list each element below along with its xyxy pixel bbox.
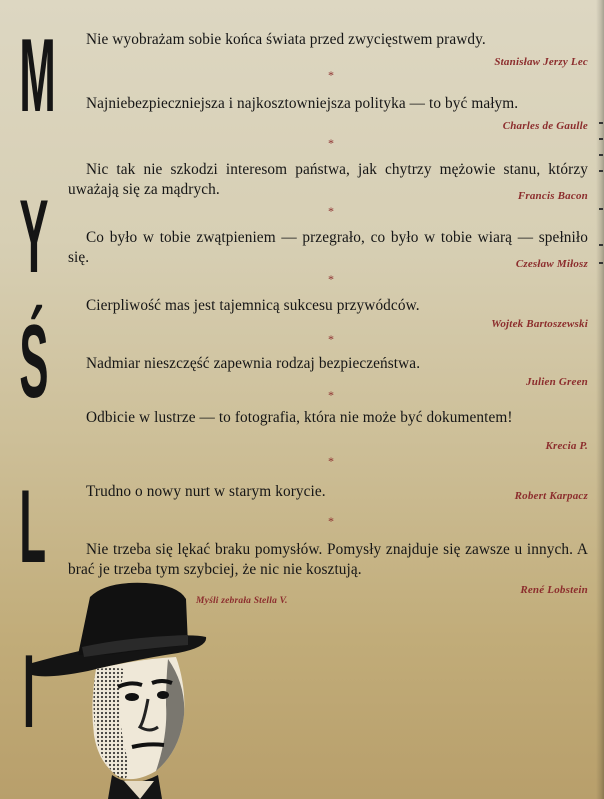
quote-text: Co było w tobie zwątpieniem — przegrało, co było w tobie wiarą — spełniło się. [68, 229, 588, 266]
credit-line: Myśli zebrała Stella V. [196, 596, 288, 606]
quote-author: Krecia P. [545, 440, 588, 452]
quote-block [68, 482, 588, 502]
edge-mark [599, 244, 603, 246]
edge-mark [599, 138, 603, 140]
quote-author: Julien Green [526, 376, 588, 388]
quote-block [68, 160, 588, 200]
separator-star: * [328, 272, 334, 286]
quote-block [68, 30, 588, 68]
right-edge-strip [596, 0, 604, 799]
quote-text: Cierpliwość mas jest tajemnicą sukcesu przywódców. [86, 297, 420, 314]
quote-block [68, 94, 588, 132]
title-letter-l: L [19, 469, 47, 585]
quote-block [68, 354, 588, 388]
edge-mark [599, 154, 603, 156]
edge-mark [599, 262, 603, 264]
quote-text: Nie wyobrażam sobie końca świata przed zwycięstwem prawdy. [86, 31, 486, 48]
title-letter-s-acute: Ś [19, 304, 49, 420]
quote-author: Francis Bacon [517, 190, 588, 202]
edge-mark [599, 208, 603, 210]
separator-star: * [328, 514, 334, 528]
quote-block [68, 228, 588, 268]
title-letter-y: Y [19, 179, 49, 295]
edge-mark [599, 170, 603, 172]
separator-star: * [328, 204, 334, 218]
quote-author: Charles de Gaulle [502, 120, 588, 132]
quote-text: Trudno o nowy nurt w starym korycie. [86, 483, 326, 500]
separator-star: * [328, 454, 334, 468]
quote-text: Najniebezpieczniejsza i najkosztowniejsza polityka — to być małym. [86, 95, 519, 112]
quote-author: Stanisław Jerzy Lec [494, 56, 588, 68]
quote-author: René Lobstein [520, 584, 588, 596]
quote-text: Nadmiar nieszczęść zapewnia rodzaj bezpieczeństwa. [86, 355, 421, 372]
quote-author: Czesław Miłosz [515, 258, 588, 270]
quote-block [68, 540, 588, 596]
title-letter-m: M [19, 18, 56, 134]
quote-text: Nie trzeba się lękać braku pomysłów. Pomysły znajduje się zawsze u innych. A brać je trzeba tym szybciej, że nic nie kosztują. [68, 541, 588, 578]
quote-text: Nic tak nie szkodzi interesom państwa, jak chytrzy mężowie stanu, którzy uważają się za mądrych. [68, 161, 588, 198]
separator-star: * [328, 388, 334, 402]
quote-block [68, 296, 588, 330]
portrait-man-in-hat-icon [28, 575, 218, 799]
separator-star: * [328, 332, 334, 346]
quote-author: Wojtek Bartoszewski [491, 318, 588, 330]
separator-star: * [328, 68, 334, 82]
separator-star: * [328, 136, 334, 150]
title-letter-i: I [22, 634, 36, 750]
edge-mark [599, 122, 603, 124]
quote-text: Odbicie w lustrze — to fotografia, która nie może być dokumentem! [86, 409, 513, 426]
quote-author: Robert Karpacz [514, 490, 588, 502]
quote-block [68, 408, 588, 452]
